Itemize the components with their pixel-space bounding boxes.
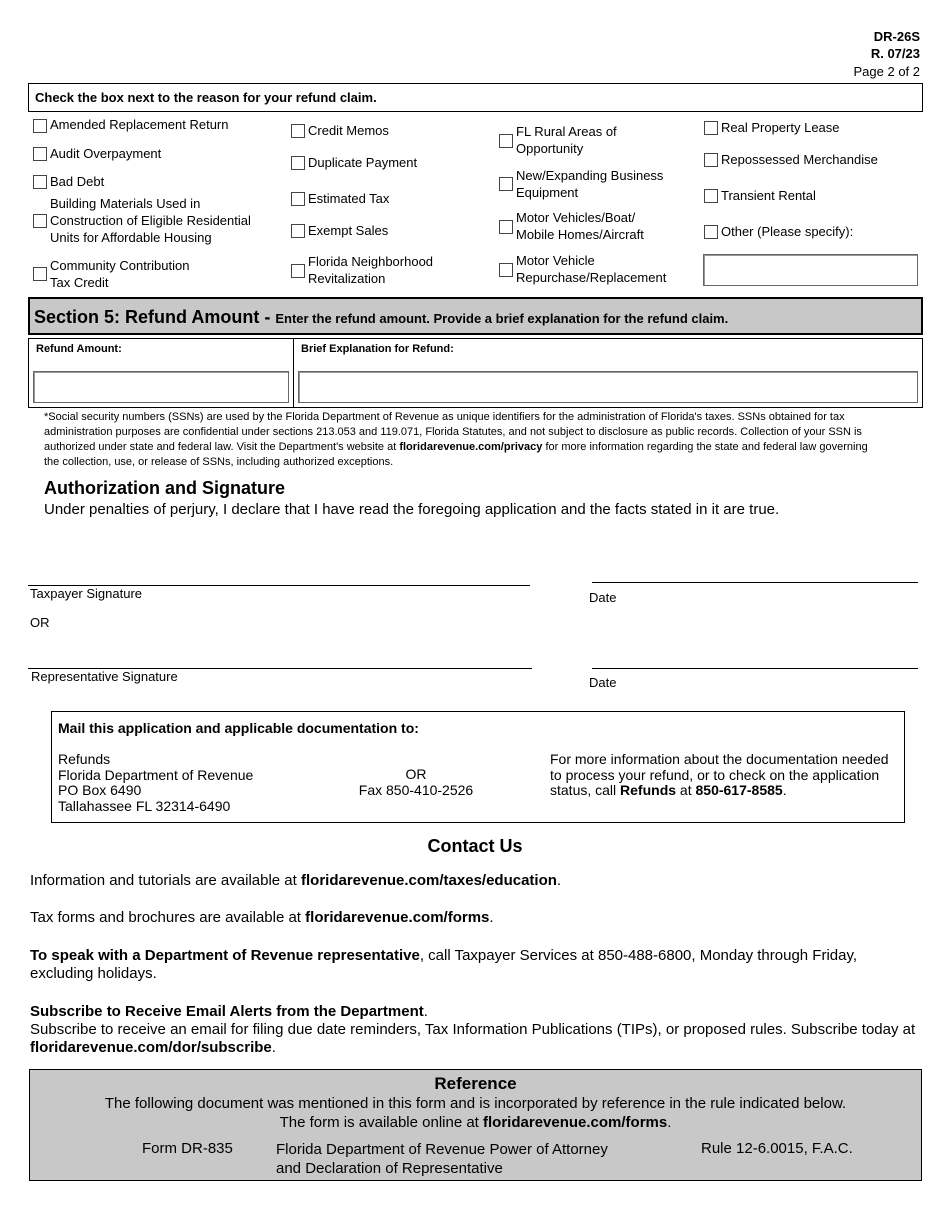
date1-label: Date bbox=[589, 590, 617, 605]
section5-subtitle: Enter the refund amount. Provide a brief explanation for the refund claim. bbox=[275, 311, 729, 326]
privacy-link[interactable]: floridarevenue.com/privacy bbox=[399, 441, 543, 453]
authorization-title: Authorization and Signature bbox=[44, 478, 285, 498]
authorization-statement: Under penalties of perjury, I declare that I have read the foregoing application and the facts stated in it are true. bbox=[44, 501, 780, 518]
checkbox-other[interactable] bbox=[704, 225, 718, 239]
form-number: DR-26S bbox=[873, 29, 920, 44]
reason-instruction: Check the box next to the reason for your refund claim. bbox=[35, 90, 377, 105]
refund-amount-label: Refund Amount: bbox=[36, 343, 122, 355]
mail-fax: OR Fax 850-410-2526 bbox=[358, 766, 474, 798]
checkbox-amended-replacement-return[interactable] bbox=[33, 119, 47, 133]
subscribe-link[interactable]: floridarevenue.com/dor/subscribe bbox=[30, 1039, 272, 1056]
checkbox-new-expanding-business[interactable] bbox=[499, 177, 513, 191]
education-link[interactable]: floridarevenue.com/taxes/education bbox=[301, 872, 557, 889]
label-new-expanding-business: New/Expanding Business Equipment bbox=[516, 168, 664, 200]
checkbox-repossessed-merchandise[interactable] bbox=[704, 153, 718, 167]
contact-subscribe: Subscribe to receive an email for filing due date reminders, Tax Information Publications (TIPs), or proposed rules. Subscribe today at floridarevenue.com/dor/subscribe. bbox=[30, 1021, 916, 1056]
label-credit-memos: Credit Memos bbox=[308, 123, 389, 138]
label-motor-vehicles-boat: Motor Vehicles/Boat/ Mobile Homes/Aircraft bbox=[516, 210, 644, 242]
checkbox-bad-debt[interactable] bbox=[33, 175, 47, 189]
reference-line2: The form is available online at floridarevenue.com/forms. bbox=[279, 1114, 672, 1131]
refund-amount-input[interactable] bbox=[33, 371, 289, 403]
refund-amount-cell bbox=[28, 338, 294, 408]
checkbox-real-property-lease[interactable] bbox=[704, 121, 718, 135]
date1-line[interactable] bbox=[592, 582, 918, 583]
contact-forms: Tax forms and brochures are available at floridarevenue.com/forms. bbox=[30, 909, 494, 926]
section5-title: Section 5: Refund Amount - bbox=[34, 307, 276, 327]
reference-line1: The following document was mentioned in this form and is incorporated by reference in the rule indicated below. bbox=[104, 1095, 847, 1112]
date2-label: Date bbox=[589, 675, 617, 690]
label-motor-vehicle-repurchase: Motor Vehicle Repurchase/Replacement bbox=[516, 253, 667, 285]
label-community-contribution: Community Contribution Tax Credit bbox=[50, 258, 190, 290]
label-fl-rural-areas: FL Rural Areas of Opportunity bbox=[516, 124, 617, 156]
mail-box bbox=[51, 711, 905, 823]
mail-info: For more information about the documentation needed to process your refund, or to check on the application status, call Refunds at 850-617-8585. bbox=[550, 751, 889, 798]
checkbox-duplicate-payment[interactable] bbox=[291, 156, 305, 170]
label-repossessed-merchandise: Repossessed Merchandise bbox=[721, 152, 878, 167]
checkbox-building-materials[interactable] bbox=[33, 214, 47, 228]
checkbox-motor-vehicles-boat[interactable] bbox=[499, 220, 513, 234]
page-number: Page 2 of 2 bbox=[853, 64, 920, 79]
label-duplicate-payment: Duplicate Payment bbox=[308, 155, 418, 170]
explanation-label: Brief Explanation for Refund: bbox=[301, 343, 454, 355]
label-florida-neighborhood: Florida Neighborhood Revitalization bbox=[308, 254, 434, 286]
label-real-property-lease: Real Property Lease bbox=[721, 120, 840, 135]
checkbox-estimated-tax[interactable] bbox=[291, 192, 305, 206]
or-label: OR bbox=[30, 615, 50, 630]
forms-link[interactable]: floridarevenue.com/forms bbox=[305, 909, 490, 926]
reason-instruction-box bbox=[28, 83, 923, 112]
label-estimated-tax: Estimated Tax bbox=[308, 191, 390, 206]
checkbox-exempt-sales[interactable] bbox=[291, 224, 305, 238]
contact-title: Contact Us bbox=[427, 836, 523, 856]
label-amended-replacement-return: Amended Replacement Return bbox=[50, 117, 229, 132]
checkbox-audit-overpayment[interactable] bbox=[33, 147, 47, 161]
contact-phone: To speak with a Department of Revenue representative, call Taxpayer Services at 850-488-6800, Monday through Friday, excluding holidays. bbox=[30, 947, 858, 982]
taxpayer-signature-label: Taxpayer Signature bbox=[30, 586, 143, 601]
label-other: Other (Please specify): bbox=[721, 224, 854, 239]
reference-form: Form DR-835 bbox=[142, 1140, 233, 1157]
checkbox-fl-rural-areas[interactable] bbox=[499, 134, 513, 148]
representative-signature-label: Representative Signature bbox=[31, 669, 178, 684]
reference-title: Reference bbox=[434, 1074, 517, 1093]
reference-rule: Rule 12-6.0015, F.A.C. bbox=[701, 1140, 853, 1157]
contact-education: Information and tutorials are available at floridarevenue.com/taxes/education. bbox=[30, 872, 562, 889]
label-transient-rental: Transient Rental bbox=[721, 188, 816, 203]
reference-forms-link[interactable]: floridarevenue.com/forms bbox=[483, 1114, 668, 1131]
label-building-materials: Building Materials Used in Construction of Eligible Residential Units for Affordable Housing bbox=[50, 196, 251, 245]
checkbox-florida-neighborhood[interactable] bbox=[291, 264, 305, 278]
mail-address: Refunds Florida Department of Revenue PO Box 6490 Tallahassee FL 32314-6490 bbox=[58, 751, 254, 814]
other-specify-input[interactable] bbox=[703, 254, 918, 286]
contact-subscribe-heading: Subscribe to Receive Email Alerts from the Department. bbox=[30, 1003, 428, 1020]
explanation-cell bbox=[293, 338, 923, 408]
checkbox-transient-rental[interactable] bbox=[704, 189, 718, 203]
checkbox-motor-vehicle-repurchase[interactable] bbox=[499, 263, 513, 277]
checkbox-community-contribution[interactable] bbox=[33, 267, 47, 281]
form-revision: R. 07/23 bbox=[870, 46, 920, 61]
reference-box bbox=[29, 1069, 922, 1181]
mail-heading: Mail this application and applicable documentation to: bbox=[58, 720, 419, 736]
date2-line[interactable] bbox=[592, 668, 918, 669]
label-bad-debt: Bad Debt bbox=[50, 174, 105, 189]
label-exempt-sales: Exempt Sales bbox=[308, 223, 389, 238]
label-audit-overpayment: Audit Overpayment bbox=[50, 146, 162, 161]
checkbox-credit-memos[interactable] bbox=[291, 124, 305, 138]
explanation-input[interactable] bbox=[298, 371, 918, 403]
ssn-notice: *Social security numbers (SSNs) are used by the Florida Department of Revenue as unique identifiers for the administration of Florida's taxes. SSNs obtained for tax administration purposes are confidential under sections 213.053 and 119.071, Florida Statutes, and not subject to disclosure as public records. Collection of your SSN is authorized under state and federal law. Visit the Department's website at floridarevenue.com/privacy for more information regarding the state and federal law governing the collection, use, or release of SSNs, including authorized exceptions. bbox=[44, 411, 868, 468]
section5-header bbox=[28, 297, 923, 335]
reference-description: Florida Department of Revenue Power of Attorney and Declaration of Representative bbox=[276, 1141, 608, 1177]
